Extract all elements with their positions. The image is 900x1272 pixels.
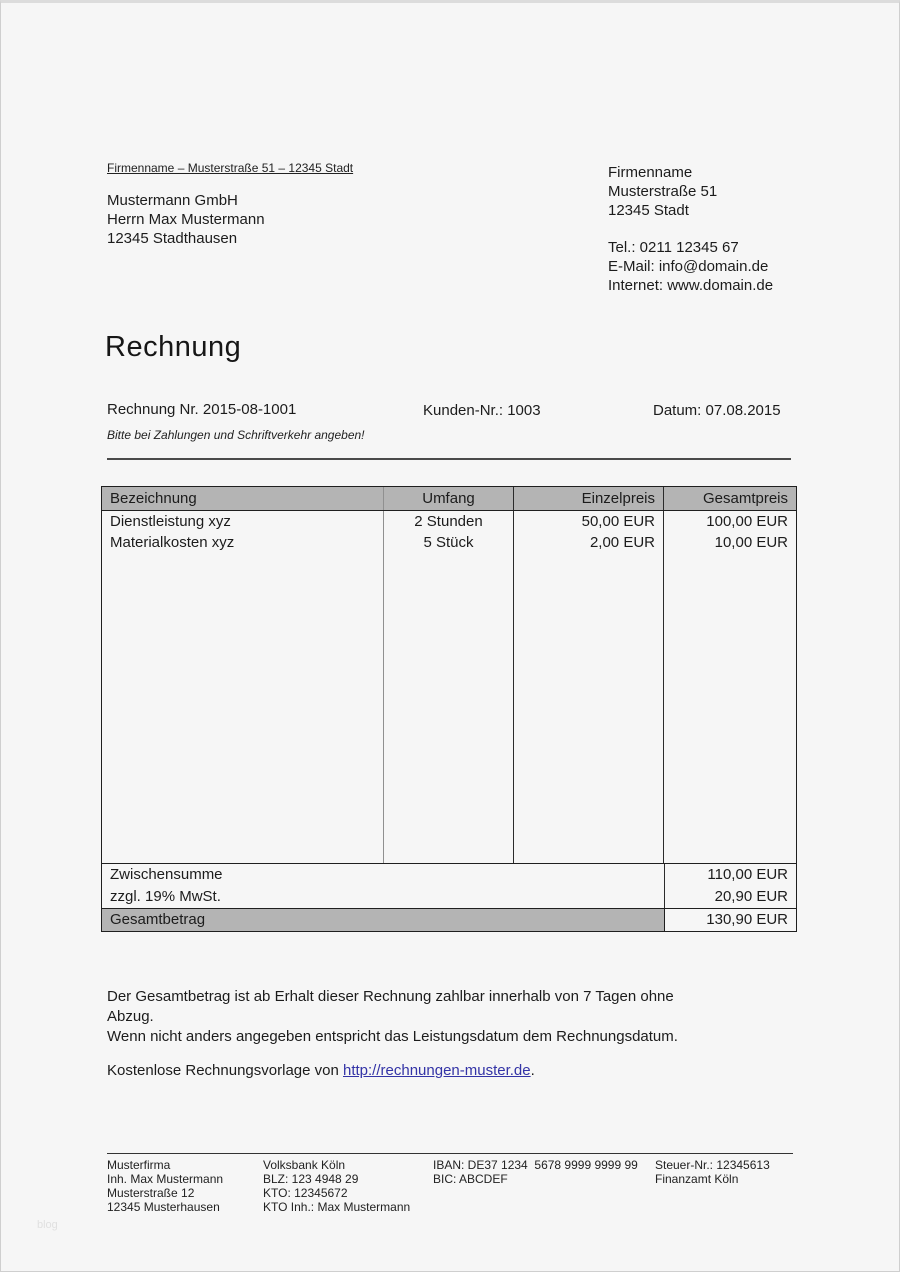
column-bezeichnung (102, 511, 384, 863)
column-umfang (384, 511, 514, 863)
footer-company-name: Musterfirma (107, 1158, 171, 1172)
recipient-name: Mustermann GmbH (107, 192, 238, 209)
sender-reference-line: Firmenname – Musterstraße 51 – 12345 Stadt (107, 161, 354, 175)
recipient-city: 12345 Stadthausen (107, 230, 238, 247)
footer-bic: BIC: ABCDEF (433, 1172, 508, 1186)
column-header-bezeichnung: Bezeichnung (102, 487, 384, 510)
invoice-date: Datum: 07.08.2015 (653, 402, 781, 419)
footer-bank-name: Volksbank Köln (263, 1158, 346, 1172)
grand-total-row (102, 909, 796, 931)
terms-line: Der Gesamtbetrag ist ab Erhalt dieser Rechnung zahlbar innerhalb von 7 Tagen ohne (107, 988, 674, 1005)
item-unit-price: 2,00 EUR (589, 534, 655, 551)
vat-amount: 20,90 EUR (714, 888, 788, 905)
footer-iban-column (433, 1158, 638, 1186)
column-header-gesamtpreis: Gesamtpreis (702, 490, 788, 507)
table-header-row (102, 487, 796, 511)
footer-iban: IBAN: DE37 1234 5678 9999 9999 99 (433, 1158, 638, 1172)
spacer (608, 220, 773, 238)
subtotal-labels (102, 864, 665, 908)
item-quantity: 5 Stück (423, 534, 474, 551)
item-total: 100,00 EUR (706, 513, 788, 530)
column-gesamtpreis (664, 511, 796, 863)
credit-prefix: Kostenlose Rechnungsvorlage von (107, 1062, 343, 1079)
table-body (102, 511, 796, 864)
subtotal-amount: 110,00 EUR (707, 866, 788, 883)
item-quantity: 2 Stunden (414, 513, 483, 530)
invoice-items-table (101, 486, 797, 932)
blog-watermark: blog (37, 1219, 58, 1231)
footer-bank-column (263, 1158, 410, 1214)
footer-tax-number: Steuer-Nr.: 12345613 (655, 1158, 770, 1172)
horizontal-divider (107, 458, 791, 460)
item-total: 10,00 EUR (714, 534, 788, 551)
footer-tax-office: Finanzamt Köln (655, 1172, 739, 1186)
footer-company-column (107, 1158, 223, 1214)
footer-tax-column (655, 1158, 770, 1186)
grand-total-amount: 130,90 EUR (706, 911, 788, 928)
subtotal-amounts (665, 864, 796, 908)
footer-city: 12345 Musterhausen (107, 1200, 220, 1214)
page-title: Rechnung (105, 331, 242, 363)
item-name: Materialkosten xyz (110, 534, 235, 551)
credit-suffix: . (530, 1062, 535, 1079)
column-header-einzelpreis: Einzelpreis (514, 487, 664, 510)
footer-blz: BLZ: 123 4948 29 (263, 1172, 359, 1186)
company-website: Internet: www.domain.de (608, 277, 774, 294)
template-source-link[interactable]: http://rechnungen-muster.de (343, 1062, 531, 1079)
company-street: Musterstraße 51 (608, 183, 718, 200)
terms-line: Abzug. (107, 1008, 154, 1025)
grand-total-label: Gesamtbetrag (102, 909, 665, 931)
terms-line: Wenn nicht anders angegeben entspricht das Leistungsdatum dem Rechnungsdatum. (107, 1028, 678, 1045)
company-address-block (608, 163, 773, 295)
vat-label: zzgl. 19% MwSt. (110, 888, 221, 905)
company-phone: Tel.: 0211 12345 67 (608, 239, 739, 256)
footer-street: Musterstraße 12 (107, 1186, 195, 1200)
payment-reference-note: Bitte bei Zahlungen und Schriftverkehr angeben! (107, 428, 365, 442)
subtotal-label: Zwischensumme (110, 866, 223, 883)
payment-terms (107, 987, 678, 1047)
item-unit-price: 50,00 EUR (581, 513, 655, 530)
recipient-contact-person: Herrn Max Mustermann (107, 211, 265, 228)
column-einzelpreis (514, 511, 664, 863)
invoice-number: Rechnung Nr. 2015-08-1001 (107, 401, 297, 418)
company-name: Firmenname (608, 164, 693, 181)
subtotal-section (102, 864, 796, 909)
footer-owner: Inh. Max Mustermann (107, 1172, 224, 1186)
column-header-umfang: Umfang (384, 487, 514, 510)
footer-divider (107, 1153, 793, 1154)
template-credit-line (107, 1062, 535, 1079)
company-city: 12345 Stadt (608, 202, 689, 219)
item-name: Dienstleistung xyz (110, 513, 231, 530)
footer-account-holder: KTO Inh.: Max Mustermann (263, 1200, 411, 1214)
footer-account: KTO: 12345672 (263, 1186, 348, 1200)
company-email: E-Mail: info@domain.de (608, 258, 769, 275)
customer-number: Kunden-Nr.: 1003 (423, 402, 541, 419)
recipient-address-block (107, 191, 265, 248)
